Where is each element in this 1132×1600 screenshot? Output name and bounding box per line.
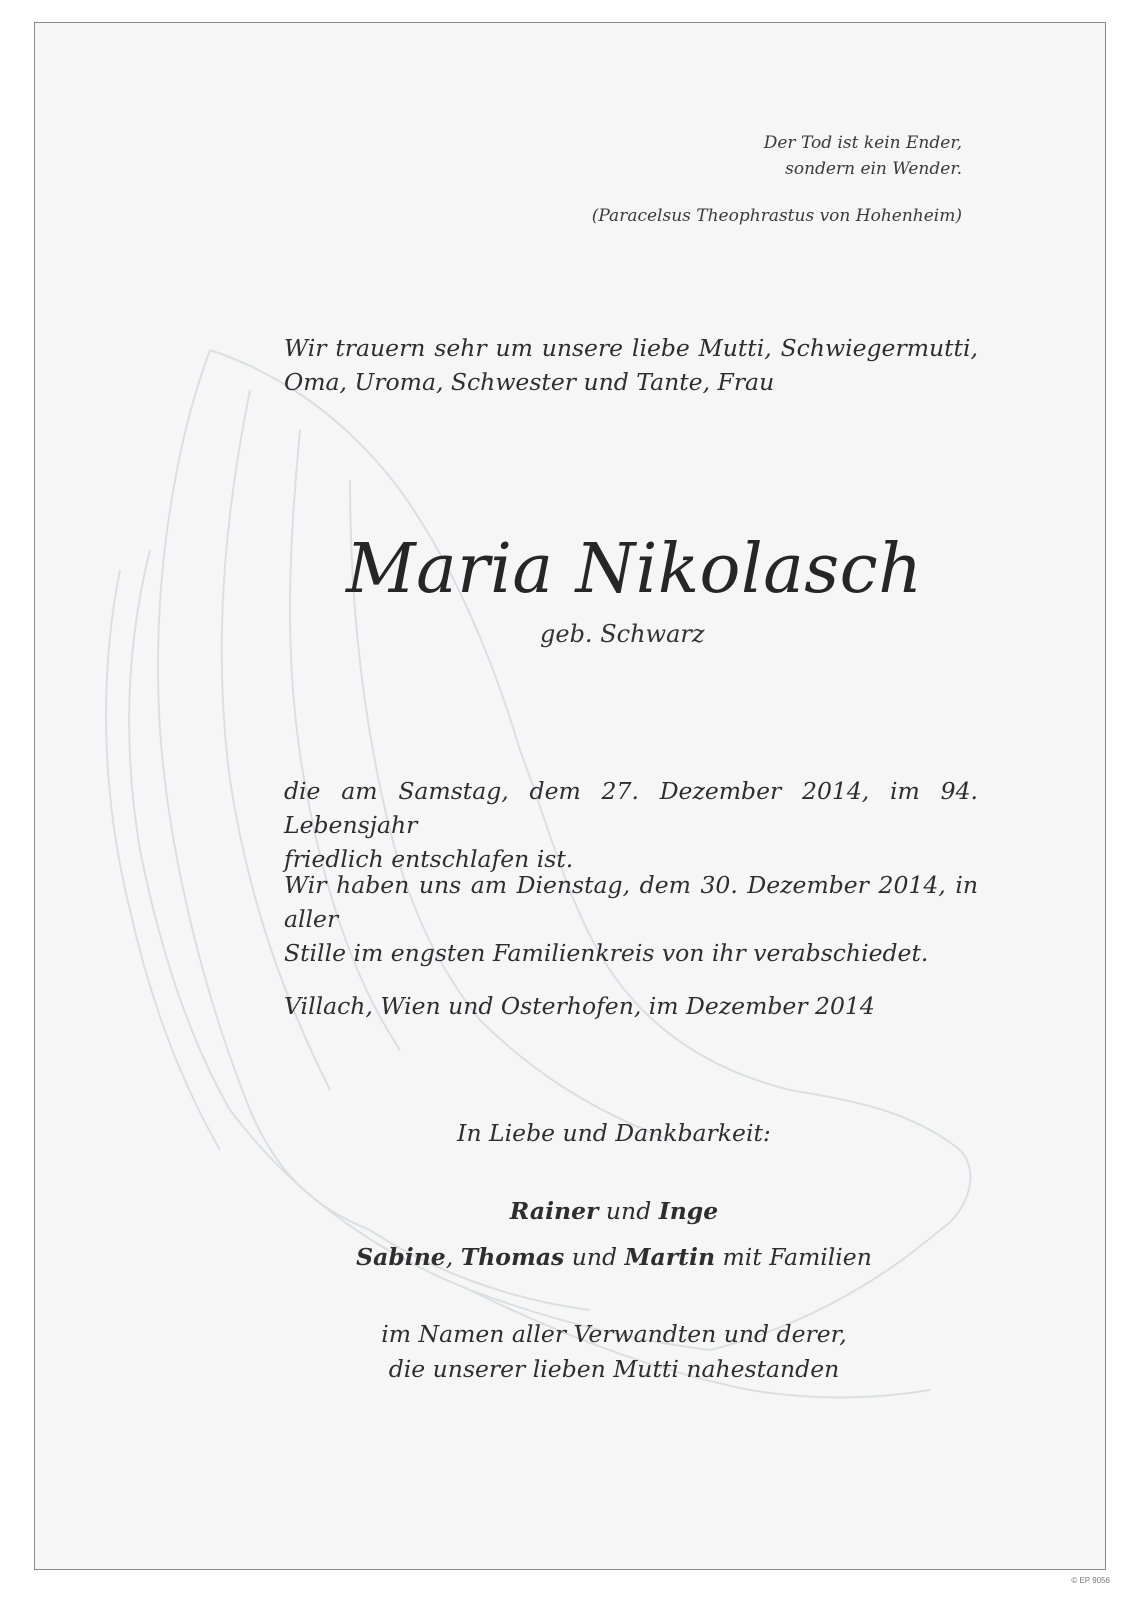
intro-line-1: Wir trauern sehr um unsere liebe Mutti, Schwiegermutti, (284, 334, 978, 362)
place-date: Villach, Wien und Osterhofen, im Dezember 2014 (284, 992, 875, 1020)
family-and-1: und (598, 1197, 659, 1225)
intro-line-2: Oma, Uroma, Schwester und Tante, Frau (284, 368, 775, 396)
family-sep: , (445, 1243, 461, 1271)
death-notice-line-2: friedlich entschlafen ist. (284, 845, 574, 873)
farewell-notice (284, 868, 978, 970)
farewell-line-1: Wir haben uns am Dienstag, dem 30. Dezember 2014, in aller (284, 871, 978, 933)
family-and-2: und (564, 1243, 625, 1271)
family-name-sabine: Sabine (356, 1243, 446, 1271)
death-notice (284, 774, 978, 876)
quote-line-2: sondern ein Wender. (785, 159, 962, 179)
print-code: © EP 9056 (1071, 1576, 1110, 1585)
relatives-line-1: im Namen aller Verwandten und derer, (381, 1320, 847, 1348)
farewell-line-2: Stille im engsten Familienkreis von ihr verabschiedet. (284, 939, 929, 967)
family-line-1 (34, 1197, 1106, 1225)
deceased-name: Maria Nikolasch (346, 530, 923, 609)
quote-author: (Paracelsus Theophrastus von Hohenheim) (591, 206, 962, 226)
family-line-2 (34, 1243, 1106, 1271)
thanks-line: In Liebe und Dankbarkeit: (457, 1119, 771, 1147)
family-name-rainer: Rainer (509, 1197, 599, 1225)
family-name-martin: Martin (624, 1243, 716, 1271)
family-name-thomas: Thomas (460, 1243, 565, 1271)
quote-line-1: Der Tod ist kein Ender, (763, 133, 962, 153)
family-suffix: mit Familien (715, 1243, 872, 1271)
family-name-inge: Inge (658, 1197, 719, 1225)
death-notice-line-1: die am Samstag, dem 27. Dezember 2014, im 94. Lebensjahr (284, 777, 978, 839)
maiden-name: geb. Schwarz (540, 620, 705, 648)
relatives-line-2: die unserer lieben Mutti nahestanden (388, 1355, 840, 1383)
